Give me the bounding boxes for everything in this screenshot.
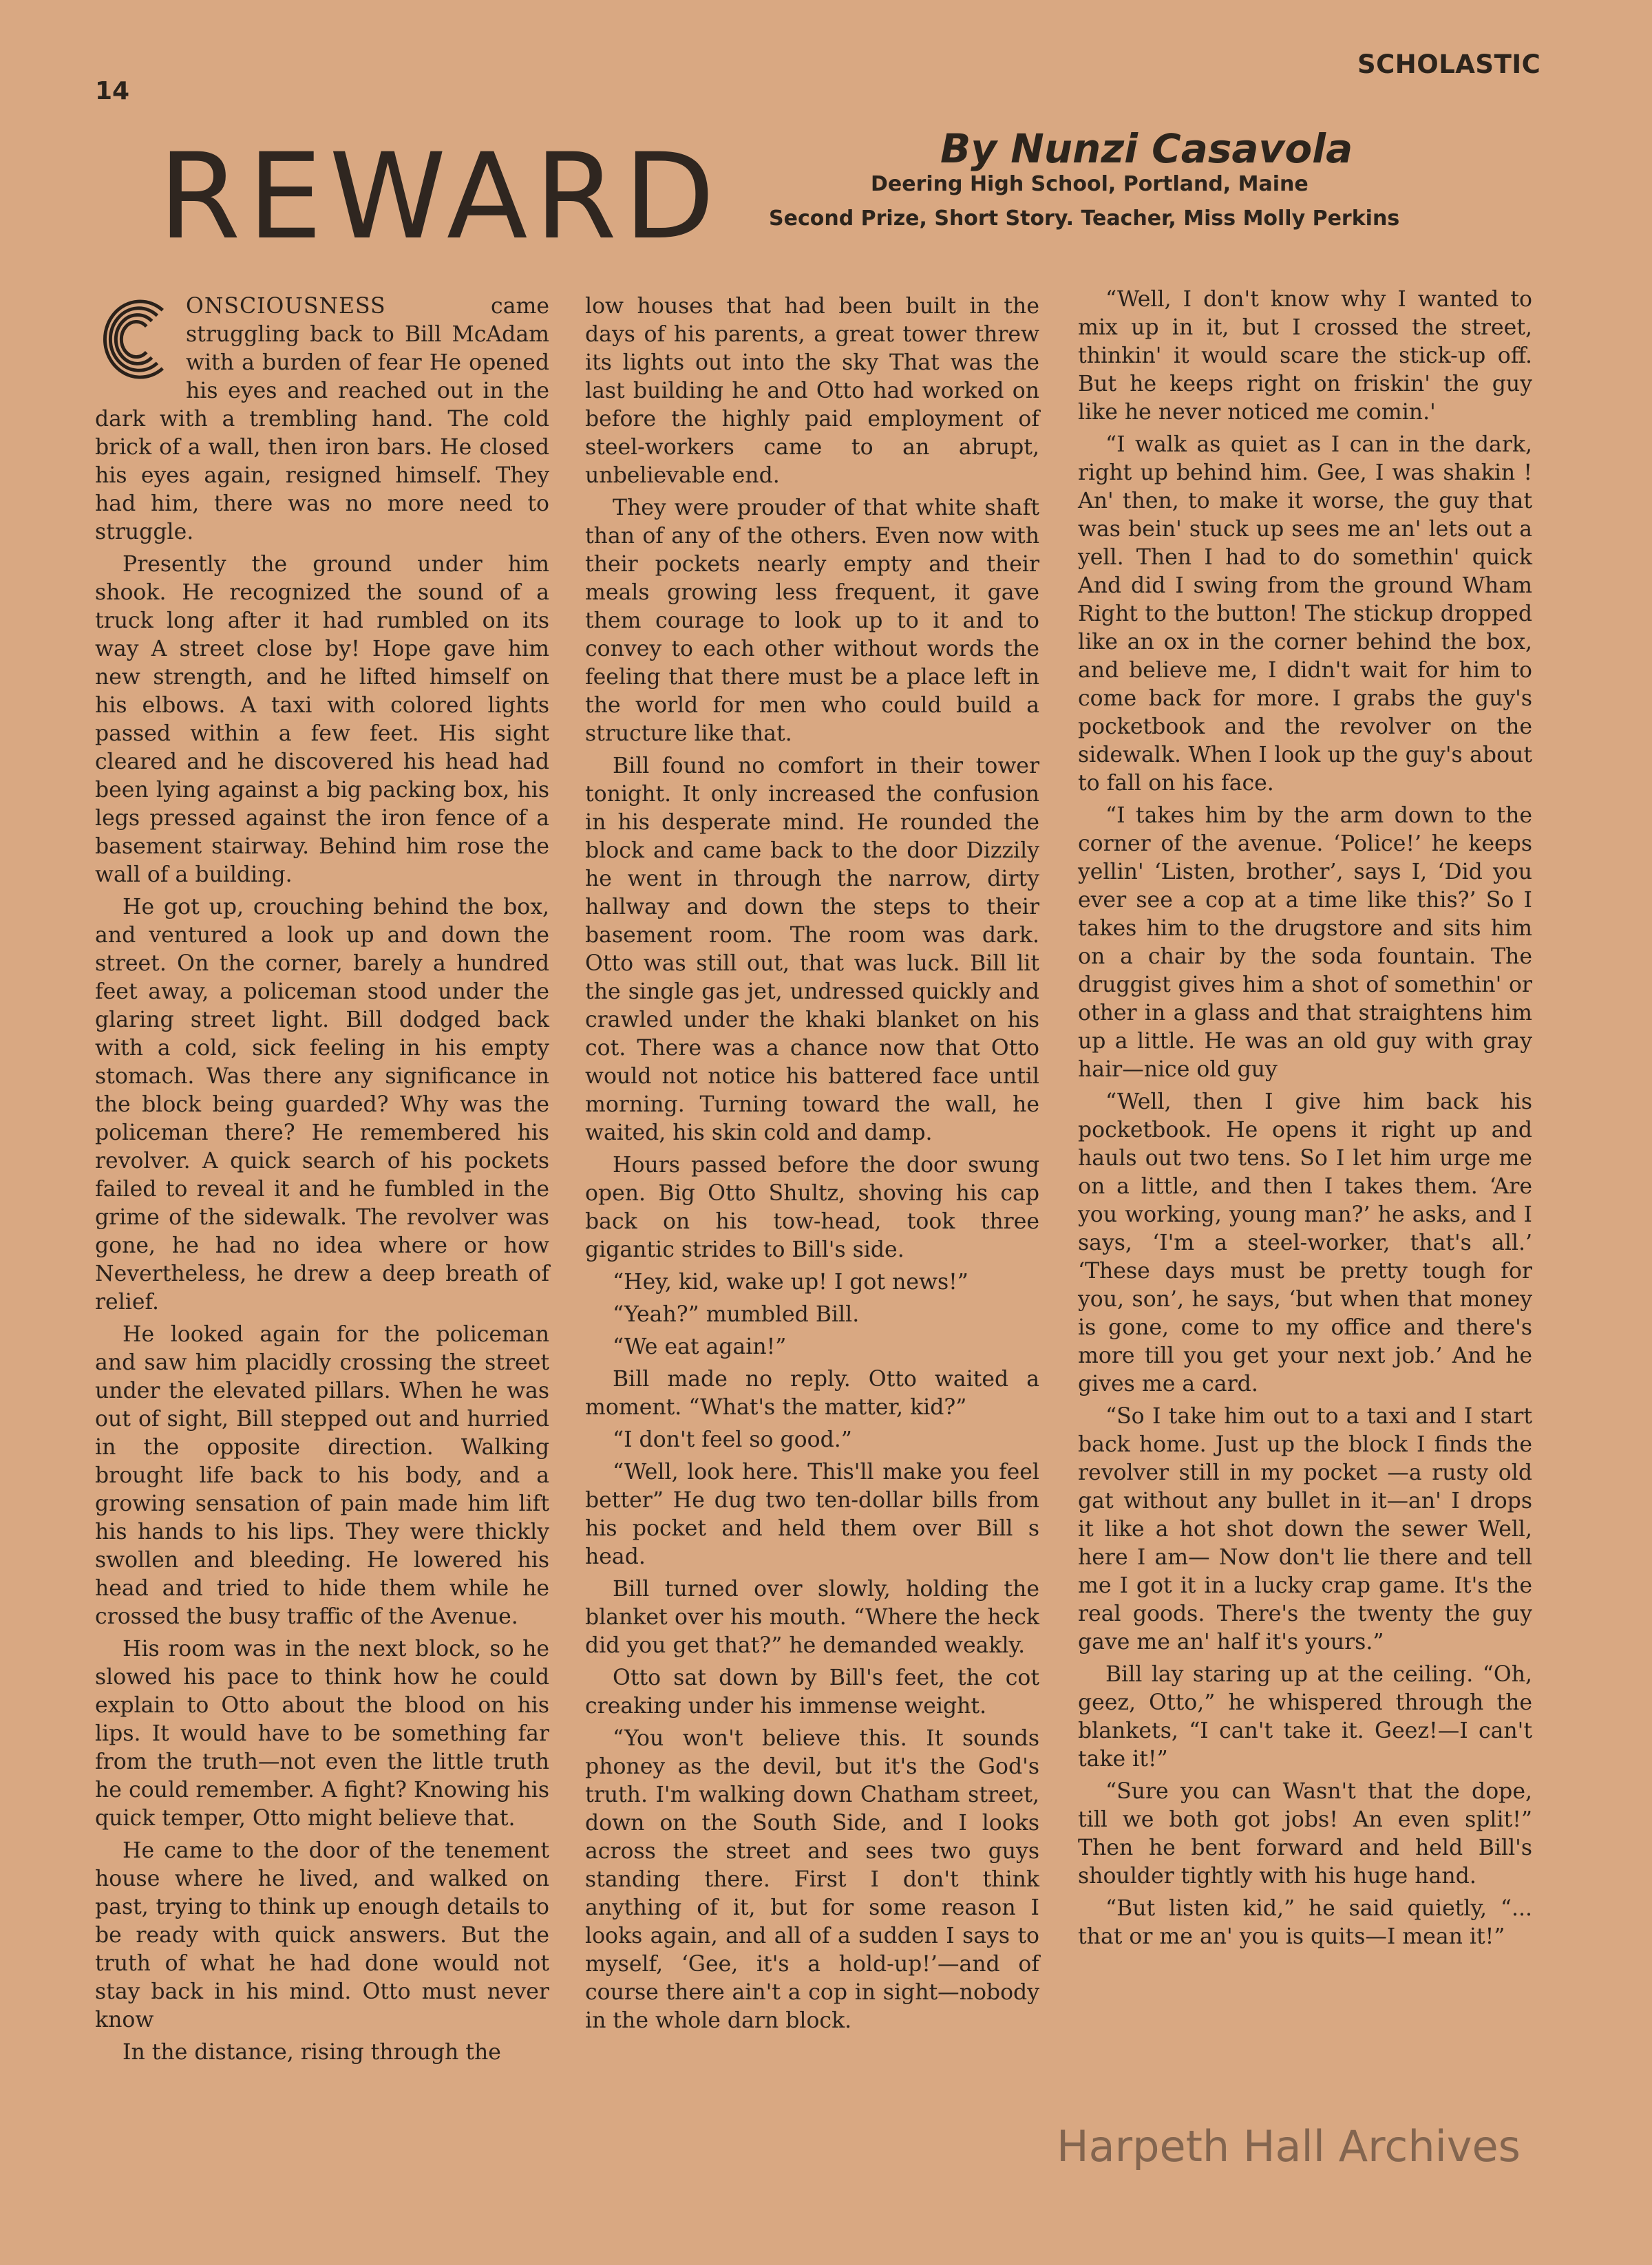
paragraph: “Well, look here. This'll make you feel better” He dug two ten-dollar bills from his pocket and held them over Bill s head. — [585, 1460, 1039, 1569]
paragraph: Bill found no comfort in their tower tonight. It only increased the confusion in his desperate mind. He rounded the block and came back to the door Dizzily he went in through the narrow, dirty hallway and down the steps to their basement room. The room was dark. Otto was still out, that was luck. Bill lit the single gas jet, undressed quickly and crawled under the khaki blanket on his cot. There was a chance now that Otto would not notice his battered face until morning. Turning toward the wall, he waited, his skin cold and damp. — [585, 754, 1039, 1145]
school-line: Deering High School, Portland, Maine — [871, 172, 1309, 196]
paragraph: Otto sat down by Bill's feet, the cot creaking under his immense weight. — [585, 1666, 1039, 1719]
paragraph: Hours passed before the door swung open. Big Otto Shultz, shoving his cap back on his tow-head, took three gigantic strides to Bill's side. — [585, 1153, 1039, 1262]
paragraph: “I takes him by the arm down to the corner of the avenue. ‘Police!’ he keeps yellin' ‘Listen, brother’, says I, ‘Did you ever see a cop at a time like this?’ So I takes him to the drugstore and sits him on a chair by the soda fountain. The druggist gives him a shot of somethin' or other in a glass and that straightens him up a little. He was an old guy with gray hair—nice old guy — [1078, 803, 1532, 1082]
story-column-3 — [1078, 286, 1532, 1955]
paragraph: “You won't believe this. It sounds phoney as the devil, but it's the God's truth. I'm walking down Chatham street, down on the South Side, and I looks across the street and sees two guys standing there. First I don't think anything of it, but for some reason I looks again, and all of a sudden I says to myself, ‘Gee, it's a hold-up!’—and of course there ain't a cop in sight—nobody in the whole darn block. — [585, 1726, 1039, 2033]
paragraph-text: came struggling back to Bill McAdam with a burden of fear He opened his eyes and reached out in the dark with a trembling hand. The cold brick of a wall, then iron bars. He closed his eyes again, resigned himself. They had him, there was no more need to struggle. — [95, 294, 549, 544]
opening-paragraph — [95, 293, 549, 546]
paragraph: In the distance, rising through the — [123, 2040, 501, 2065]
paragraph: His room was in the next block, so he slowed his pace to think how he could explain to Otto about the blood on his lips. It would have to be something far from the truth—not even the little truth he could remember. A fight? Knowing his quick temper, Otto might believe that. — [95, 1637, 549, 1831]
story-column-1 — [95, 293, 549, 2071]
paragraph: low houses that had been built in the days of his parents, a great tower threw its lights out into the sky That was the last building he and Otto had worked on before the highly paid employment of steel-workers came to an abrupt, unbelievable end. — [585, 294, 1039, 488]
paragraph: “I walk as quiet as I can in the dark, right up behind him. Gee, I was shakin ! An' then, to make it worse, the guy that was bein' stuck up sees me an' lets out a yell. Then I had to do somethin' quick And did I swing from the ground Wham Right to the button! The stickup dropped like an ox in the corner behind the box, and believe me, I didn't wait for him to come back for more. I grabs the guy's pocketbook and the revolver on the sidewalk. When I look up the guy's about to fall on his face. — [1078, 432, 1532, 796]
paragraph: He came to the door of the tenement house where he lived, and walked on past, trying to think up enough details to be ready with quick answers. But the truth of what he had done would not stay back in his mind. Otto must never know — [95, 1838, 549, 2032]
paragraph: “But listen kid,” he said quietly, “... that or me an' you is quits—I mean it!” — [1078, 1896, 1532, 1949]
paragraph: He looked again for the policeman and saw him placidly crossing the street under the elevated pillars. When he was out of sight, Bill stepped out and hurried in the opposite direction. Walking brought life back to his body, and a growing sensation of pain made him lift his hands to his lips. They were thickly swollen and bleeding. He lowered his head and tried to hide them while he crossed the busy traffic of the Avenue. — [95, 1322, 549, 1629]
paragraph: “Yeah?” mumbled Bill. — [613, 1302, 860, 1327]
story-column-2 — [585, 293, 1039, 2039]
prize-line: Second Prize, Short Story. Teacher, Miss Molly Perkins — [769, 206, 1400, 231]
story-title: REWARD — [158, 127, 722, 266]
lead-word: ONSCIOUSNESS — [186, 294, 386, 319]
paragraph: “We eat again!” — [613, 1334, 787, 1359]
paragraph: He got up, crouching behind the box, and ventured a look up and down the street. On the corner, barely a hundred feet away, a policeman stood under the glaring street light. Bill dodged back with a cold, sick feeling in his empty stomach. Was there any significance in the block being guarded? Why was the policeman there? He remembered his revolver. A quick search of his pockets failed to reveal it and he fumbled in the grime of the sidewalk. The revolver was gone, he had no idea where or how Nevertheless, he drew a deep breath of relief. — [95, 895, 549, 1315]
page-number: 14 — [95, 77, 130, 105]
archive-watermark: Harpeth Hall Archives — [1057, 2121, 1521, 2171]
paragraph: “Well, then I give him back his pocketbook. He opens it right up and hauls out two tens. So I let him urge me on a little, and then I takes them. ‘Are you working, young man?’ he asks, and I says, ‘I'm a steel-worker, that's all.’ ‘These days must be pretty tough for you, son’, he says, ‘but when that money is gone, come to my office and there's more till you get your next job.’ And he gives me a card. — [1078, 1089, 1532, 1396]
paragraph: Bill made no reply. Otto waited a moment. “What's the matter, kid?” — [585, 1367, 1039, 1420]
decorative-dropcap — [95, 295, 176, 383]
paragraph: “Well, I don't know why I wanted to mix up in it, but I crossed the street, thinkin' it would scare the stick-up off. But he keeps right on friskin' the guy like he never noticed me comin.' — [1078, 287, 1532, 425]
paragraph: “Sure you can Wasn't that the dope, till we both got jobs! An even split!” Then he bent forward and held Bill's shoulder tightly with his huge hand. — [1078, 1779, 1532, 1889]
paragraph: They were prouder of that white shaft than of any of the others. Even now with their pockets nearly empty and their meals growing less frequent, it gave them courage to look up to it and to convey to each other without words the feeling that there must be a place left in the world for men who could build a structure like that. — [585, 496, 1039, 746]
paragraph: “I don't feel so good.” — [613, 1427, 852, 1452]
author-byline: By Nunzi Casavola — [940, 125, 1353, 172]
paragraph: Presently the ground under him shook. He recognized the sound of a truck long after it had rumbled on its way A street close by! Hope gave him new strength, and he lifted himself on his elbows. A taxi with colored lights passed within a few feet. His sight cleared and he discovered his head had been lying against a big packing box, his legs pressed against the iron fence of a basement stairway. Behind him rose the wall of a building. — [95, 552, 549, 887]
paragraph: Bill lay staring up at the ceiling. “Oh, geez, Otto,” he whispered through the blankets, “I can't take it. Geez!—I can't take it!” — [1078, 1662, 1532, 1772]
paragraph: Bill turned over slowly, holding the blanket over his mouth. “Where the heck did you get that?” he demanded weakly. — [585, 1577, 1039, 1658]
paragraph: “Hey, kid, wake up! I got news!” — [613, 1270, 968, 1295]
paragraph: “So I take him out to a taxi and I start back home. Just up the block I finds the revolver still in my pocket —a rusty old gat without any bullet in it—an' I drops it like a hot shot down the sewer Well, here I am— Now don't lie there and tell me I got it in a lucky crap game. It's the real goods. There's the twenty the guy gave me an' half it's yours.” — [1078, 1404, 1532, 1655]
magazine-name: SCHOLASTIC — [1357, 50, 1541, 79]
